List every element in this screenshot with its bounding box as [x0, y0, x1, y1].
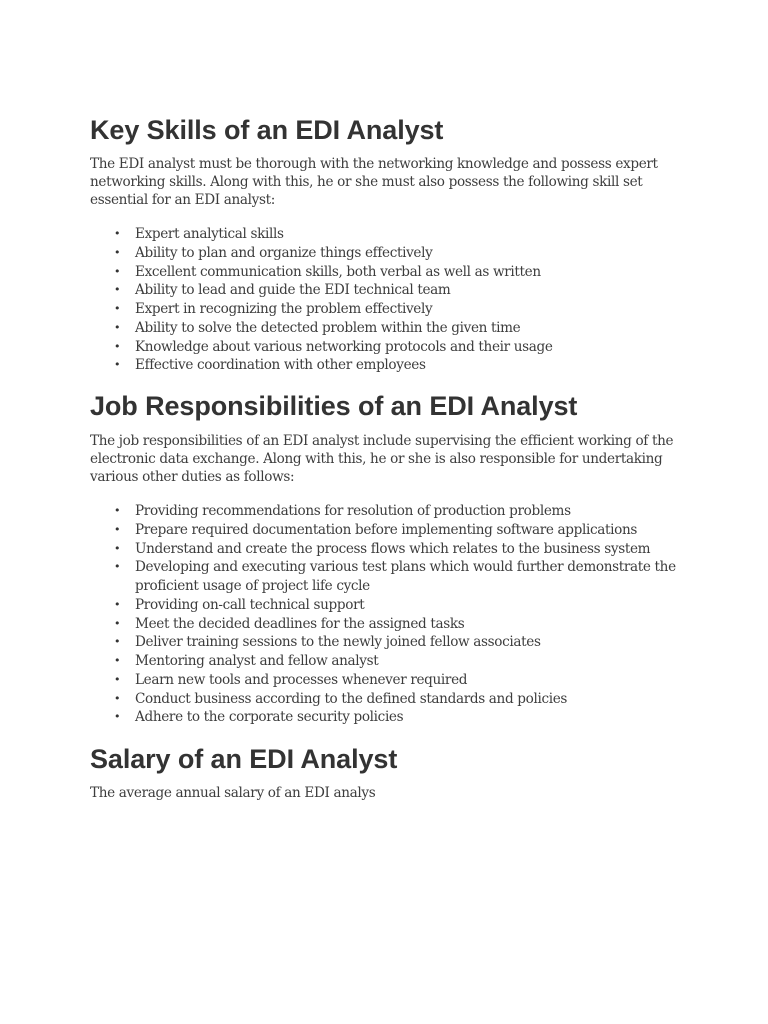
list-item [90, 615, 690, 634]
list-item-text: Providing recommendations for resolution of production problems [135, 503, 571, 519]
bullet-icon: • [114, 504, 121, 517]
list-item-text: Effective coordination with other employees [135, 357, 426, 374]
list-item [90, 596, 690, 615]
section-intro-paragraph: The average annual salary of an EDI analys [90, 785, 376, 801]
bullet-icon: • [114, 339, 121, 353]
list-item-text: Learn new tools and processes whenever required [135, 671, 468, 688]
list-item [90, 338, 690, 357]
bullet-icon: • [114, 654, 121, 667]
list-item-text: Ability to plan and organize things effectively [135, 244, 433, 261]
list-item [90, 502, 690, 521]
bullet-icon: • [114, 227, 121, 240]
section-heading: Salary of an EDI Analyst [90, 744, 398, 774]
list-item [90, 540, 690, 559]
list-item [90, 244, 690, 263]
list-item [90, 521, 690, 540]
list-item [90, 633, 690, 652]
list-item-text: Meet the decided deadlines for the assigned tasks [135, 615, 465, 632]
skills-list [90, 225, 690, 375]
bullet-icon: • [114, 283, 121, 297]
list-item-text: Understand and create the process flows which relates to the business system [135, 540, 651, 557]
list-item [90, 263, 690, 282]
list-item [90, 225, 690, 244]
list-item [90, 319, 690, 338]
list-item [90, 652, 690, 671]
list-item-text: Ability to lead and guide the EDI technical team [135, 282, 451, 299]
list-item-text: Knowledge about various networking protocols and their usage [135, 338, 553, 355]
list-item-text: Conduct business according to the defined standards and policies [135, 690, 568, 707]
document-page [90, 112, 690, 802]
section-salary [90, 741, 690, 802]
bullet-icon: • [114, 691, 121, 705]
bullet-icon: • [114, 710, 121, 724]
bullet-icon: • [114, 616, 121, 630]
bullet-icon: • [114, 302, 121, 315]
bullet-icon: • [114, 264, 121, 278]
section-key-skills [90, 112, 690, 375]
section-intro-paragraph: The job responsibilities of an EDI analyst include supervising the efficient working of the electronic data exchange. Along with this, he or she is also responsible for undertaking various other duties as follows: [90, 433, 674, 485]
list-item-text: Providing on-call technical support [135, 596, 365, 613]
list-item [90, 281, 690, 300]
list-item [90, 708, 690, 727]
list-item-text: Ability to solve the detected problem within the given time [135, 319, 521, 336]
section-intro-paragraph: The EDI analyst must be thorough with the networking knowledge and possess expert networking skills. Along with this, he or she must also possess the following skill set essential for an EDI analyst: [90, 156, 658, 208]
bullet-icon: • [114, 358, 121, 372]
list-item-text: Developing and executing various test plans which would further demonstrate the proficient usage of project life cycle [135, 559, 676, 594]
bullet-icon: • [114, 245, 121, 259]
bullet-icon: • [114, 522, 121, 536]
section-heading: Key Skills of an EDI Analyst [90, 115, 444, 145]
list-item-text: Adhere to the corporate security policies [135, 709, 404, 726]
list-item [90, 300, 690, 319]
bullet-icon: • [114, 597, 121, 611]
bullet-icon: • [114, 635, 121, 649]
list-item-text: Excellent communication skills, both verbal as well as written [135, 263, 541, 280]
bullet-icon: • [114, 320, 121, 334]
responsibilities-list [90, 502, 690, 727]
list-item-text: Mentoring analyst and fellow analyst [135, 653, 379, 669]
list-item-text: Expert in recognizing the problem effectively [135, 301, 433, 317]
bullet-icon: • [114, 672, 121, 686]
list-item [90, 690, 690, 709]
list-item-text: Prepare required documentation before implementing software applications [135, 521, 637, 538]
list-item [90, 356, 690, 375]
section-job-responsibilities [90, 388, 690, 727]
list-item-text: Expert analytical skills [135, 226, 284, 242]
bullet-icon: • [114, 541, 121, 555]
list-item [90, 671, 690, 690]
section-heading: Job Responsibilities of an EDI Analyst [90, 391, 578, 421]
bullet-icon: • [114, 560, 121, 574]
list-item-text: Deliver training sessions to the newly joined fellow associates [135, 634, 541, 651]
list-item [90, 558, 690, 596]
